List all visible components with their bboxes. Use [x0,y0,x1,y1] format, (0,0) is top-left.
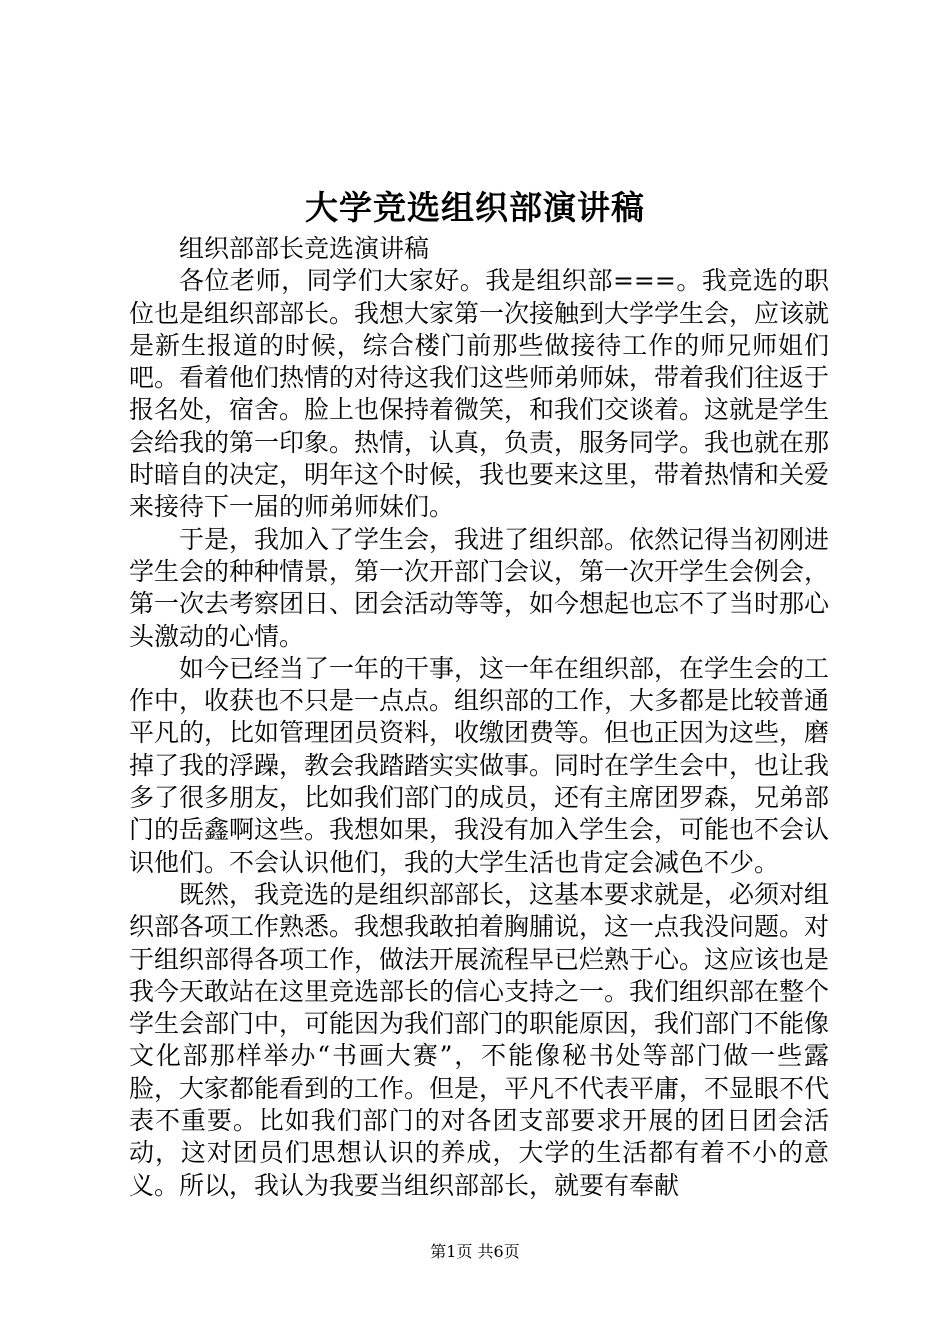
paragraph-1: 各位老师，同学们大家好。我是组织部===。我竞选的职位也是组织部部长。我想大家第一次接触到大学学生会，应该就是新生报道的时候，综合楼门前那些做接待工作的师兄师姐们吧。看着他们热情的对待这我们这些师弟师妹，带着我们往返于报名处，宿舍。脸上也保持着微笑，和我们交谈着。这就是学生会给我的第一印象。热情，认真，负责，服务同学。我也就在那时暗自的决定，明年这个时候，我也要来这里，带着热情和关爱来接待下一届的师弟师妹们。 [129,266,830,522]
paragraph-3: 如今已经当了一年的干事，这一年在组织部，在学生会的工作中，收获也不只是一点点。组织部的工作，大多都是比较普通平凡的，比如管理团员资料，收缴团费等。但也正因为这些，磨掉了我的浮躁，教会我踏踏实实做事。同时在学生会中，也让我多了很多朋友，比如我们部门的成员，还有主席团罗森，兄弟部门的岳鑫啊这些。我想如果，我没有加入学生会，可能也不会认识他们。不会认识他们，我的大学生活也肯定会减色不少。 [129,653,830,877]
document-body [129,233,829,1202]
paragraph-4: 既然，我竞选的是组织部部长，这基本要求就是，必须对组织部各项工作熟悉。我想我敢拍着胸脯说，这一点我没问题。对于组织部得各项工作，做法开展流程早已烂熟于心。这应该也是我今天敢站在这里竞选部长的信心支持之一。我们组织部在整个学生会部门中，可能因为我们部门的职能原因，我们部门不能像文化部那样举办“书画大赛”，不能像秘书处等部门做一些露脸，大家都能看到的工作。但是，平凡不代表平庸，不显眼不代表不重要。比如我们部门的对各团支部要求开展的团日团会活动，这对团员们思想认识的养成，大学的生活都有着不小的意义。所以，我认为我要当组织部部长，就要有奉献 [129,879,830,1200]
page-number-footer: 第1页 共6页 [430,1242,520,1261]
document-title: 大学竞选组织部演讲稿 [305,188,645,227]
paragraph-2: 于是，我加入了学生会，我进了组织部。依然记得当初刚进学生会的种种情景，第一次开部门会议，第一次开学生会例会，第一次去考察团日、团会活动等等，如今想起也忘不了当时那心头激动的心情。 [129,524,830,651]
document-subtitle: 组织部部长竞选演讲稿 [179,234,430,263]
